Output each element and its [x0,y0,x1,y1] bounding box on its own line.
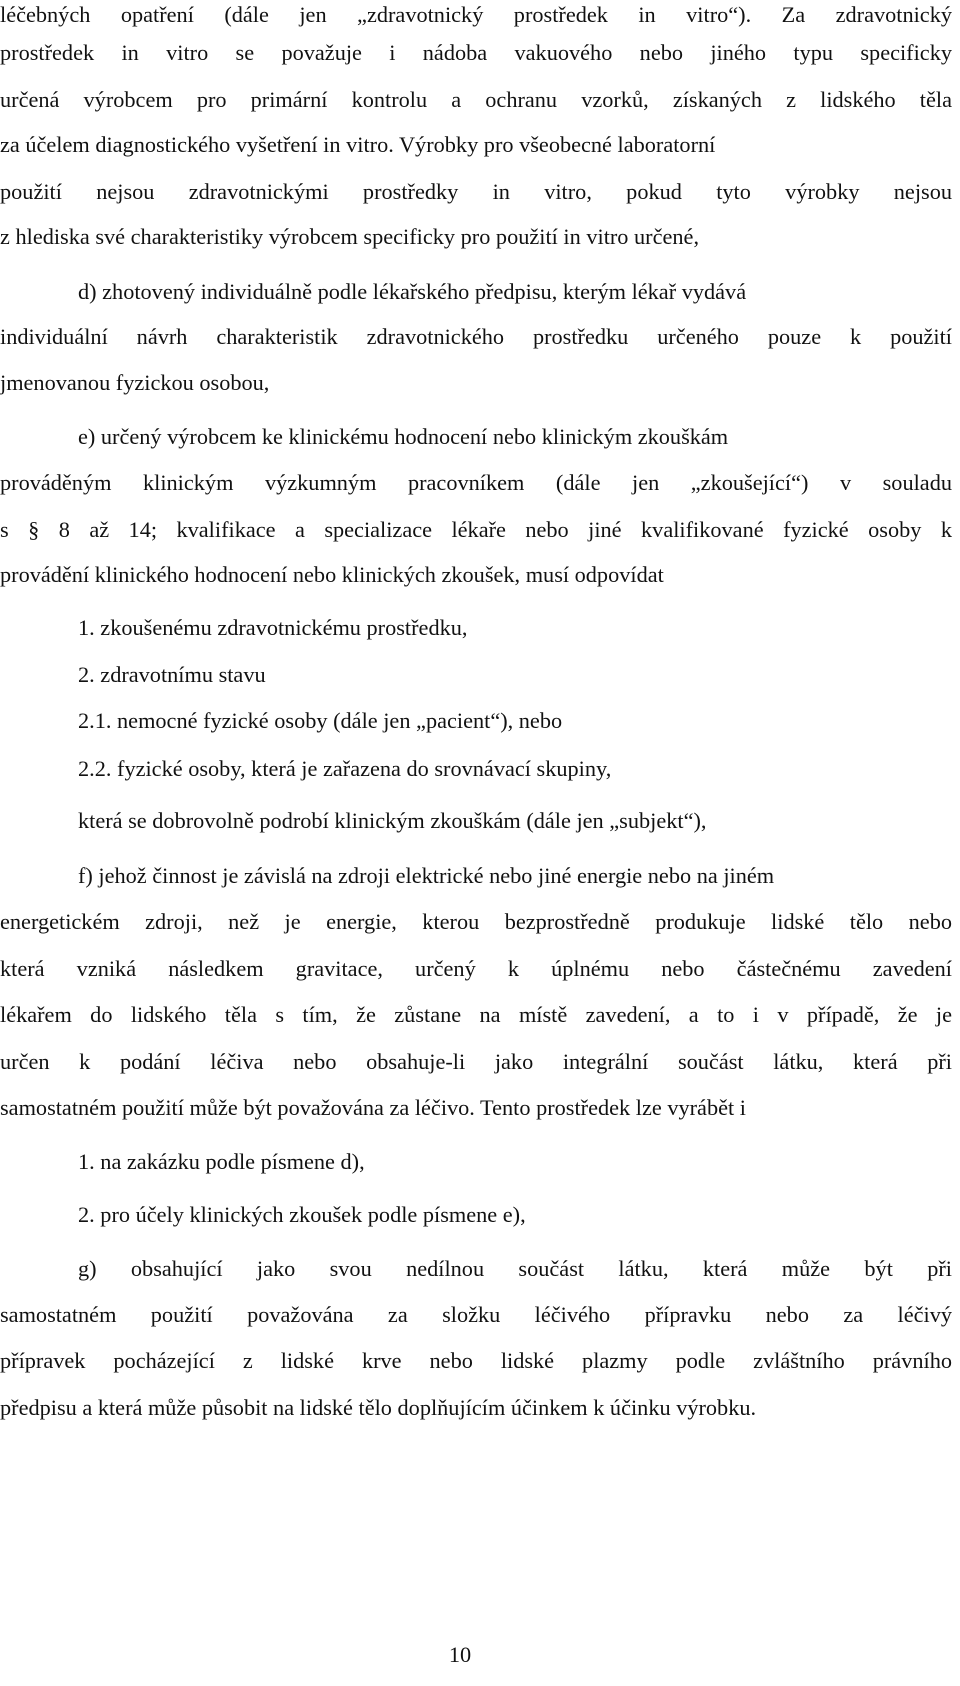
text-line: použití nejsou zdravotnickými prostředky in vitro, pokud tyto výrobky nejsou [0,179,952,204]
text-line: samostatném použití může být považována za léčivo. Tento prostředek lze vyrábět i [0,1095,746,1120]
text-line: lékařem do lidského těla s tím, že zůstane na místě zavedení, a to i v případě, že je [0,1002,952,1027]
text-line: samostatném použití považována za složku léčivého přípravku nebo za léčivý [0,1302,952,1327]
list-item: 2.1. nemocné fyzické osoby (dále jen „pacient“), nebo [78,708,563,733]
text-line: za účelem diagnostického vyšetření in vitro. Výrobky pro všeobecné laboratorní [0,132,716,157]
text-line: prostředek in vitro se považuje i nádoba vakuového nebo jiného typu specificky [0,40,952,65]
text-line: s § 8 až 14; kvalifikace a specializace lékaře nebo jiné kvalifikované fyzické osoby k [0,517,952,542]
text-line: která vzniká následkem gravitace, určený k úplnému nebo částečnému zavedení [0,956,952,981]
text-line: určen k podání léčiva nebo obsahuje-li jako integrální součást látku, která při [0,1049,952,1074]
text-line: léčebných opatření (dále jen „zdravotnický prostředek in vitro“). Za zdravotnický [0,2,952,27]
clause-d: d) zhotovený individuálně podle lékařského předpisu, kterým lékař vydává [78,279,747,304]
clause-e: e) určený výrobcem ke klinickému hodnocení nebo klinickým zkouškám [78,424,729,449]
list-item: 1. na zakázku podle písmene d), [78,1149,365,1174]
text-line: individuální návrh charakteristik zdravotnického prostředku určeného pouze k použití [0,324,952,349]
text-line: přípravek pocházející z lidské krve nebo lidské plazmy podle zvláštního právního [0,1348,952,1373]
text-line: z hlediska své charakteristiky výrobcem specificky pro použití in vitro určené, [0,224,700,249]
text-line: prováděným klinickým výzkumným pracovníkem (dále jen „zkoušející“) v souladu [0,470,952,495]
list-item: 1. zkoušenému zdravotnickému prostředku, [78,615,468,640]
list-item: 2. pro účely klinických zkoušek podle písmene e), [78,1202,526,1227]
text-line: provádění klinického hodnocení nebo klinických zkoušek, musí odpovídat [0,562,664,587]
text-line: jmenovanou fyzickou osobou, [0,370,270,395]
list-item: 2. zdravotnímu stavu [78,662,266,687]
clause-f: f) jehož činnost je závislá na zdroji elektrické nebo jiné energie nebo na jiném [78,863,775,888]
list-item: 2.2. fyzické osoby, která je zařazena do srovnávací skupiny, [78,756,612,781]
text-line: energetickém zdroji, než je energie, kterou bezprostředně produkuje lidské tělo nebo [0,909,952,934]
clause-g: g) obsahující jako svou nedílnou součást látku, která může být při [78,1256,952,1281]
page-number: 10 [448,1642,472,1667]
list-item: která se dobrovolně podrobí klinickým zkouškám (dále jen „subjekt“), [78,808,707,833]
text-line: určená výrobcem pro primární kontrolu a ochranu vzorků, získaných z lidského těla [0,87,952,112]
text-line: předpisu a která může působit na lidské tělo doplňujícím účinkem k účinku výrobku. [0,1395,757,1420]
